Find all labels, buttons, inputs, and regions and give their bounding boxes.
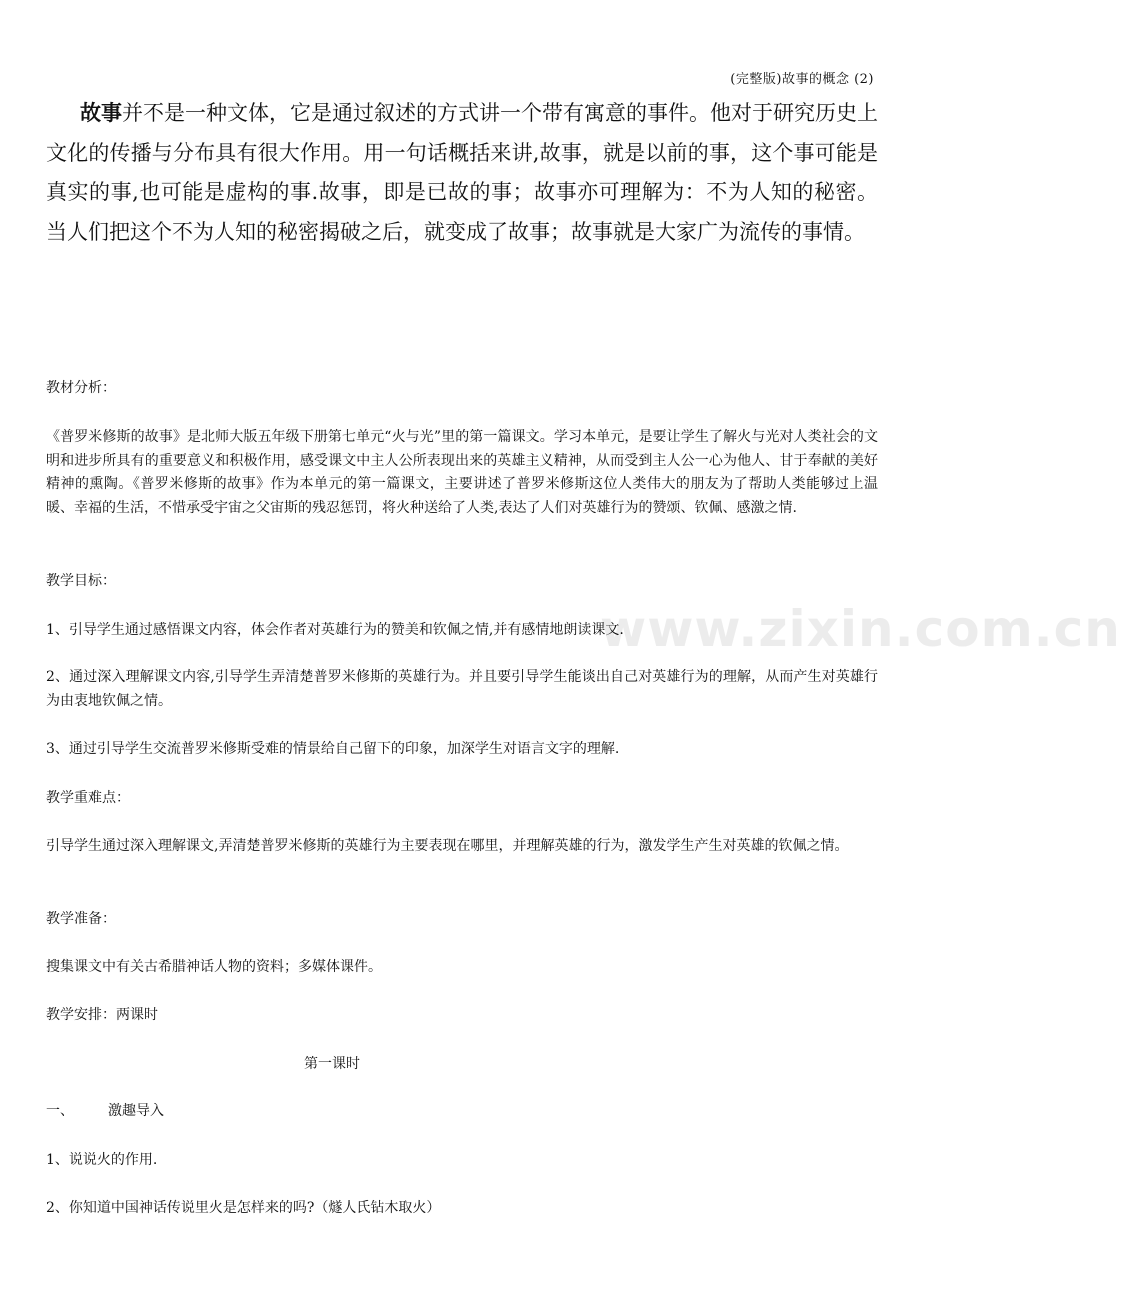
goal-3: 3、通过引导学生交流普罗米修斯受难的情景给自己留下的印象，加深学生对语言文字的理解. bbox=[46, 741, 620, 757]
step-1-number: 一、 bbox=[46, 1103, 74, 1119]
document-header: (完整版)故事的概念 (2) bbox=[730, 72, 874, 87]
goals-heading: 教学目标： bbox=[46, 573, 116, 589]
intro-paragraph bbox=[46, 94, 878, 252]
analysis-text: 《普罗米修斯的故事》是北师大版五年级下册第七单元“火与光”里的第一篇课文。学习本单元，是要让学生了解火与光对人类社会的文明和进步所具有的重要意义和积极作用，感受课文中主人公所表现出来的英雄主义精神，从而受到主人公一心为他人、甘于奉献的美好精神的熏陶。《普罗米修斯的故事》作为本单元的第一篇课文，主要讲述了普罗米修斯这位人类伟大的朋友为了帮助人类能够过上温暖、幸福的生活，不惜承受宇宙之父宙斯的残忍惩罚，将火种送给了人类,表达了人们对英雄行为的赞颂、钦佩、感激之情. bbox=[46, 429, 878, 516]
preparation-text: 搜集课文中有关古希腊神话人物的资料；多媒体课件。 bbox=[46, 959, 382, 975]
goal-1: 1、引导学生通过感悟课文内容，体会作者对英雄行为的赞美和钦佩之情,并有感情地朗读课文. bbox=[46, 622, 624, 638]
analysis-heading: 教材分析： bbox=[46, 380, 116, 396]
step-1-heading bbox=[46, 1100, 878, 1124]
preparation-heading: 教学准备： bbox=[46, 911, 116, 927]
intro-keyword: 故事 bbox=[80, 101, 122, 125]
goal-2: 2、通过深入理解课文内容,引导学生弄清楚普罗米修斯的英雄行为。并且要引导学生能谈出自己对英雄行为的理解，从而产生对英雄行为由衷地钦佩之情。 bbox=[46, 669, 878, 709]
schedule-text: 教学安排：两课时 bbox=[46, 1007, 158, 1023]
key-points-text: 引导学生通过深入理解课文,弄清楚普罗米修斯的英雄行为主要表现在哪里，并理解英雄的行为，激发学生产生对英雄的钦佩之情。 bbox=[46, 838, 849, 854]
watermark: www.zixin.com.cn bbox=[600, 600, 1121, 658]
step-1-label: 激趣导入 bbox=[108, 1103, 164, 1119]
key-points-heading: 教学重难点： bbox=[46, 790, 130, 806]
question-2: 2、你知道中国神话传说里火是怎样来的吗?（燧人氏钻木取火） bbox=[46, 1200, 441, 1216]
lesson-title: 第一课时 bbox=[304, 1056, 360, 1072]
question-1: 1、说说火的作用. bbox=[46, 1152, 158, 1168]
intro-text: 并不是一种文体，它是通过叙述的方式讲一个带有寓意的事件。他对于研究历史上文化的传播与分布具有很大作用。用一句话概括来讲,故事，就是以前的事，这个事可能是真实的事,也可能是虚构的事.故事，即是已故的事；故事亦可理解为：不为人知的秘密。当人们把这个不为人知的秘密揭破之后，就变成了故事；故事就是大家广为流传的事情。 bbox=[46, 101, 878, 244]
